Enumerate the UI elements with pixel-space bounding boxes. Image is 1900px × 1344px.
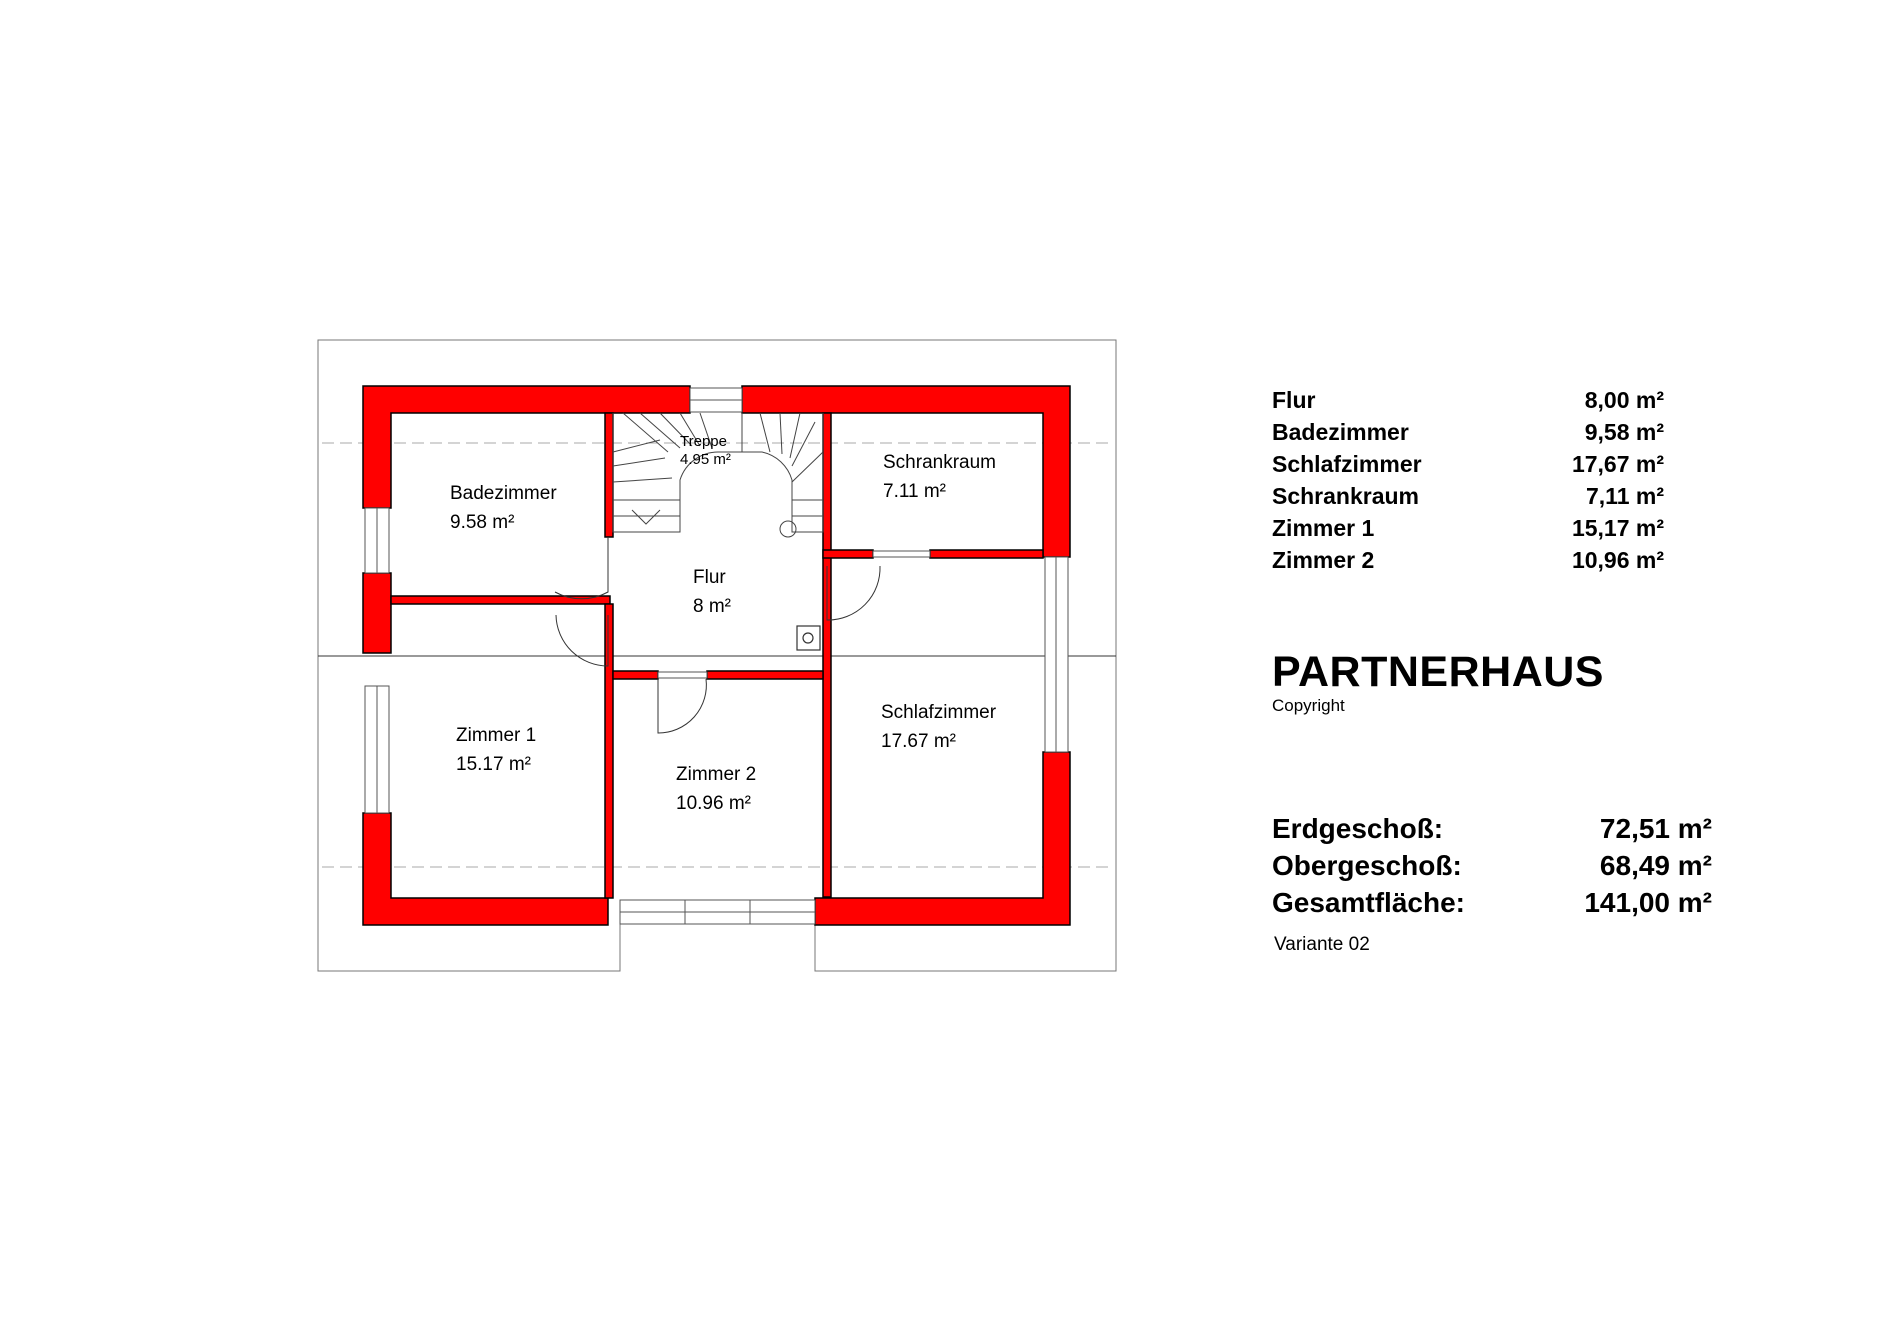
brand-title: PARTNERHAUS xyxy=(1272,648,1604,696)
brand-block xyxy=(1272,648,1604,716)
variant-label: Variante 02 xyxy=(1274,934,1370,955)
summary-row xyxy=(1272,448,1692,480)
summary-room-value: 15,17 m² xyxy=(1571,515,1664,541)
room-name-treppe: Treppe xyxy=(680,433,727,450)
room-area-zimmer1: 15.17 m² xyxy=(456,754,531,775)
summary-room-name: Badezimmer xyxy=(1272,419,1409,445)
totals-name: Erdgeschoß: xyxy=(1272,813,1444,844)
totals-value: 68,49 m² xyxy=(1599,850,1712,881)
totals-row xyxy=(1272,847,1712,884)
room-area-schrankraum: 7.11 m² xyxy=(883,481,947,502)
summary-row xyxy=(1272,544,1692,576)
room-name-schrankraum: Schrankraum xyxy=(883,452,996,473)
summary-room-value: 17,67 m² xyxy=(1571,451,1664,477)
summary-room-name: Schrankraum xyxy=(1272,483,1420,509)
room-name-zimmer1: Zimmer 1 xyxy=(456,725,537,746)
totals-name: Gesamtfläche: xyxy=(1272,887,1465,918)
summary-room-name: Zimmer 1 xyxy=(1272,515,1375,541)
summary-room-value: 7,11 m² xyxy=(1586,483,1664,509)
summary-room-name: Flur xyxy=(1272,387,1316,413)
staircase xyxy=(613,413,823,537)
summary-room-name: Zimmer 2 xyxy=(1272,547,1375,573)
room-area-summary xyxy=(1272,384,1692,576)
summary-row xyxy=(1272,416,1692,448)
room-area-schlafzimmer: 17.67 m² xyxy=(881,731,956,752)
room-area-treppe: 4.95 m² xyxy=(680,451,731,468)
floor-totals xyxy=(1272,810,1712,921)
summary-row xyxy=(1272,384,1692,416)
totals-row xyxy=(1272,884,1712,921)
room-name-zimmer2: Zimmer 2 xyxy=(676,764,757,785)
summary-row xyxy=(1272,512,1692,544)
summary-room-value: 8,00 m² xyxy=(1584,387,1664,413)
chimney xyxy=(797,626,820,650)
totals-row xyxy=(1272,810,1712,847)
room-area-flur: 8 m² xyxy=(693,596,731,617)
totals-name: Obergeschoß: xyxy=(1272,850,1462,881)
totals-value: 141,00 m² xyxy=(1584,887,1712,918)
summary-row xyxy=(1272,480,1692,512)
summary-room-name: Schlafzimmer xyxy=(1272,451,1422,477)
summary-room-value: 10,96 m² xyxy=(1571,547,1664,573)
room-name-schlafzimmer: Schlafzimmer xyxy=(881,702,997,723)
room-name-flur: Flur xyxy=(693,567,726,588)
brand-subtitle: Copyright xyxy=(1272,696,1345,715)
totals-value: 72,51 m² xyxy=(1599,813,1712,844)
room-name-badezimmer: Badezimmer xyxy=(450,483,557,504)
room-area-badezimmer: 9.58 m² xyxy=(450,512,515,533)
room-area-zimmer2: 10.96 m² xyxy=(676,793,751,814)
summary-room-value: 9,58 m² xyxy=(1584,419,1664,445)
